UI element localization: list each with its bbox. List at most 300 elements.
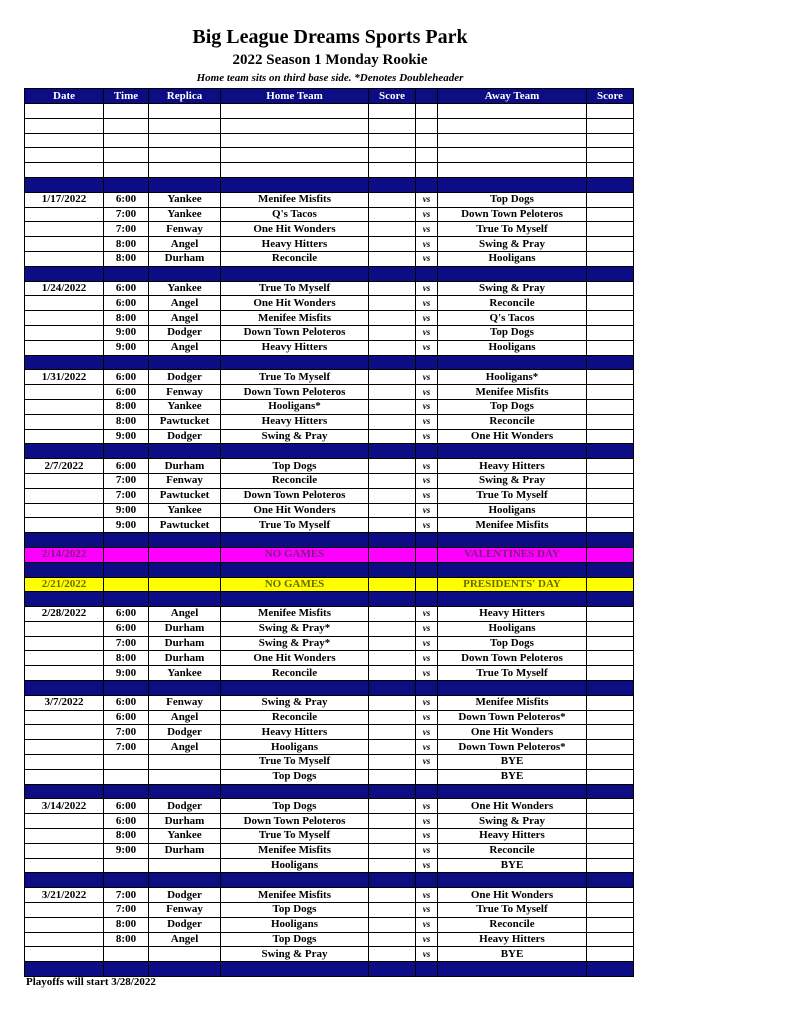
separator-cell	[149, 784, 221, 799]
away-score-cell	[587, 163, 634, 178]
home-score-cell	[369, 547, 416, 562]
away-team-cell: Top Dogs	[438, 399, 587, 414]
separator-cell	[438, 562, 587, 577]
home-score-cell	[369, 385, 416, 400]
vs-cell: vs	[416, 651, 438, 666]
separator-cell	[104, 266, 149, 281]
away-score-cell	[587, 888, 634, 903]
separator-cell	[587, 592, 634, 607]
date-cell	[25, 621, 104, 636]
away-score-cell	[587, 755, 634, 770]
away-score-cell	[587, 636, 634, 651]
game-row	[25, 429, 634, 444]
replica-cell: Angel	[149, 340, 221, 355]
vs-cell: vs	[416, 917, 438, 932]
home-team-cell: Swing & Pray	[221, 429, 369, 444]
date-cell	[25, 829, 104, 844]
date-cell	[25, 769, 104, 784]
game-row	[25, 651, 634, 666]
time-cell: 9:00	[104, 843, 149, 858]
away-score-cell	[587, 710, 634, 725]
separator-cell	[369, 444, 416, 459]
away-score-cell	[587, 340, 634, 355]
away-team-cell: Hooligans	[438, 340, 587, 355]
away-score-cell	[587, 385, 634, 400]
separator-cell	[587, 177, 634, 192]
separator-cell	[25, 962, 104, 977]
home-score-cell	[369, 429, 416, 444]
home-score-cell	[369, 296, 416, 311]
separator-cell	[149, 444, 221, 459]
vs-cell: vs	[416, 947, 438, 962]
time-cell: 6:00	[104, 710, 149, 725]
separator-cell	[369, 681, 416, 696]
separator-cell	[104, 177, 149, 192]
date-cell	[25, 917, 104, 932]
away-score-cell	[587, 325, 634, 340]
separator-cell	[104, 444, 149, 459]
vs-cell: vs	[416, 473, 438, 488]
col-header-away-team: Away Team	[438, 89, 587, 104]
separator-cell	[587, 444, 634, 459]
separator-cell	[149, 355, 221, 370]
home-score-cell	[369, 651, 416, 666]
home-team-cell: NO GAMES	[221, 577, 369, 592]
separator-cell	[587, 873, 634, 888]
replica-cell: Durham	[149, 459, 221, 474]
date-cell: 3/7/2022	[25, 695, 104, 710]
game-row	[25, 769, 634, 784]
time-cell: 6:00	[104, 192, 149, 207]
away-score-cell	[587, 222, 634, 237]
away-team-cell: Reconcile	[438, 414, 587, 429]
away-score-cell	[587, 133, 634, 148]
home-score-cell	[369, 843, 416, 858]
vs-cell: vs	[416, 710, 438, 725]
away-score-cell	[587, 207, 634, 222]
vs-cell: vs	[416, 503, 438, 518]
separator-cell	[438, 444, 587, 459]
away-team-cell: True To Myself	[438, 488, 587, 503]
separator-cell	[25, 562, 104, 577]
home-team-cell: One Hit Wonders	[221, 222, 369, 237]
separator-row	[25, 177, 634, 192]
separator-cell	[149, 533, 221, 548]
home-score-cell	[369, 207, 416, 222]
vs-cell: vs	[416, 695, 438, 710]
away-score-cell	[587, 148, 634, 163]
home-score-cell	[369, 917, 416, 932]
vs-cell: vs	[416, 281, 438, 296]
separator-cell	[369, 873, 416, 888]
separator-cell	[221, 266, 369, 281]
home-score-cell	[369, 769, 416, 784]
vs-cell: vs	[416, 829, 438, 844]
separator-row	[25, 562, 634, 577]
away-team-cell: PRESIDENTS' DAY	[438, 577, 587, 592]
separator-cell	[149, 681, 221, 696]
separator-cell	[25, 873, 104, 888]
home-score-cell	[369, 799, 416, 814]
separator-row	[25, 533, 634, 548]
replica-cell: Angel	[149, 237, 221, 252]
time-cell	[104, 947, 149, 962]
vs-cell: vs	[416, 340, 438, 355]
away-team-cell: Down Town Peloteros*	[438, 740, 587, 755]
away-score-cell	[587, 843, 634, 858]
time-cell: 6:00	[104, 621, 149, 636]
game-row	[25, 325, 634, 340]
document-subtitle: 2022 Season 1 Monday Rookie	[232, 52, 428, 68]
time-cell: 9:00	[104, 518, 149, 533]
vs-cell: vs	[416, 740, 438, 755]
separator-row	[25, 873, 634, 888]
replica-cell: Angel	[149, 296, 221, 311]
away-score-cell	[587, 459, 634, 474]
away-score-cell	[587, 370, 634, 385]
separator-cell	[369, 962, 416, 977]
home-score-cell	[369, 740, 416, 755]
date-cell	[25, 148, 104, 163]
separator-cell	[438, 873, 587, 888]
home-team-cell: Menifee Misfits	[221, 888, 369, 903]
separator-cell	[438, 784, 587, 799]
away-score-cell	[587, 814, 634, 829]
home-score-cell	[369, 947, 416, 962]
separator-cell	[149, 592, 221, 607]
separator-cell	[25, 592, 104, 607]
separator-cell	[438, 681, 587, 696]
time-cell: 6:00	[104, 459, 149, 474]
game-row	[25, 488, 634, 503]
game-row	[25, 399, 634, 414]
replica-cell: Yankee	[149, 666, 221, 681]
date-cell	[25, 814, 104, 829]
time-cell: 6:00	[104, 385, 149, 400]
date-cell	[25, 740, 104, 755]
home-score-cell	[369, 636, 416, 651]
date-cell	[25, 222, 104, 237]
date-cell: 2/21/2022	[25, 577, 104, 592]
separator-cell	[149, 266, 221, 281]
vs-cell: vs	[416, 755, 438, 770]
away-team-cell: Hooligans	[438, 251, 587, 266]
separator-row	[25, 355, 634, 370]
game-row	[25, 192, 634, 207]
home-team-cell	[221, 148, 369, 163]
vs-cell: vs	[416, 621, 438, 636]
date-cell	[25, 251, 104, 266]
date-cell	[25, 518, 104, 533]
date-cell	[25, 399, 104, 414]
away-team-cell: Swing & Pray	[438, 281, 587, 296]
time-cell	[104, 148, 149, 163]
time-cell: 7:00	[104, 903, 149, 918]
separator-cell	[438, 355, 587, 370]
home-team-cell: Top Dogs	[221, 932, 369, 947]
date-cell	[25, 710, 104, 725]
vs-cell: vs	[416, 858, 438, 873]
home-team-cell: Down Town Peloteros	[221, 325, 369, 340]
home-team-cell: Swing & Pray*	[221, 636, 369, 651]
home-team-cell: One Hit Wonders	[221, 503, 369, 518]
replica-cell	[149, 133, 221, 148]
game-row	[25, 311, 634, 326]
away-score-cell	[587, 518, 634, 533]
blank-row	[25, 163, 634, 178]
separator-cell	[104, 681, 149, 696]
replica-cell: Fenway	[149, 903, 221, 918]
time-cell	[104, 118, 149, 133]
separator-cell	[416, 873, 438, 888]
document-title: Big League Dreams Sports Park	[192, 26, 468, 48]
replica-cell: Angel	[149, 740, 221, 755]
separator-cell	[104, 784, 149, 799]
date-cell	[25, 385, 104, 400]
date-cell	[25, 755, 104, 770]
home-score-cell	[369, 695, 416, 710]
game-row	[25, 281, 634, 296]
home-team-cell: Menifee Misfits	[221, 192, 369, 207]
time-cell: 7:00	[104, 725, 149, 740]
time-cell	[104, 547, 149, 562]
separator-cell	[416, 444, 438, 459]
time-cell: 8:00	[104, 829, 149, 844]
replica-cell: Pawtucket	[149, 488, 221, 503]
away-score-cell	[587, 917, 634, 932]
game-row	[25, 695, 634, 710]
vs-cell: vs	[416, 370, 438, 385]
col-header-home-team: Home Team	[221, 89, 369, 104]
home-team-cell: True To Myself	[221, 281, 369, 296]
time-cell: 6:00	[104, 799, 149, 814]
replica-cell	[149, 858, 221, 873]
date-cell	[25, 207, 104, 222]
game-row	[25, 621, 634, 636]
separator-cell	[104, 962, 149, 977]
away-team-cell: Heavy Hitters	[438, 932, 587, 947]
separator-cell	[416, 562, 438, 577]
game-row	[25, 607, 634, 622]
replica-cell	[149, 547, 221, 562]
separator-cell	[149, 873, 221, 888]
col-header-replica: Replica	[149, 89, 221, 104]
time-cell	[104, 755, 149, 770]
separator-cell	[438, 533, 587, 548]
away-score-cell	[587, 104, 634, 119]
home-score-cell	[369, 503, 416, 518]
separator-cell	[25, 444, 104, 459]
separator-cell	[587, 962, 634, 977]
vs-cell: vs	[416, 429, 438, 444]
vs-cell: vs	[416, 843, 438, 858]
time-cell	[104, 577, 149, 592]
home-score-cell	[369, 858, 416, 873]
vs-cell: vs	[416, 414, 438, 429]
date-cell	[25, 725, 104, 740]
home-team-cell: Heavy Hitters	[221, 414, 369, 429]
separator-cell	[221, 444, 369, 459]
away-score-cell	[587, 799, 634, 814]
replica-cell: Dodger	[149, 325, 221, 340]
separator-cell	[25, 784, 104, 799]
home-score-cell	[369, 340, 416, 355]
replica-cell: Durham	[149, 636, 221, 651]
home-score-cell	[369, 325, 416, 340]
away-team-cell	[438, 104, 587, 119]
date-cell	[25, 296, 104, 311]
home-score-cell	[369, 888, 416, 903]
home-score-cell	[369, 222, 416, 237]
separator-cell	[369, 266, 416, 281]
time-cell: 8:00	[104, 311, 149, 326]
away-score-cell	[587, 740, 634, 755]
away-team-cell: Reconcile	[438, 296, 587, 311]
separator-cell	[25, 355, 104, 370]
replica-cell: Fenway	[149, 473, 221, 488]
time-cell: 7:00	[104, 488, 149, 503]
vs-cell: vs	[416, 325, 438, 340]
date-cell	[25, 429, 104, 444]
date-cell	[25, 636, 104, 651]
home-score-cell	[369, 148, 416, 163]
separator-cell	[104, 533, 149, 548]
away-score-cell	[587, 414, 634, 429]
replica-cell: Durham	[149, 621, 221, 636]
time-cell	[104, 163, 149, 178]
date-cell: 2/28/2022	[25, 607, 104, 622]
replica-cell	[149, 947, 221, 962]
home-team-cell: Menifee Misfits	[221, 607, 369, 622]
home-score-cell	[369, 903, 416, 918]
game-row	[25, 237, 634, 252]
home-team-cell: Menifee Misfits	[221, 311, 369, 326]
away-team-cell: One Hit Wonders	[438, 799, 587, 814]
home-team-cell: One Hit Wonders	[221, 651, 369, 666]
separator-cell	[369, 592, 416, 607]
vs-cell: vs	[416, 311, 438, 326]
vs-cell: vs	[416, 903, 438, 918]
away-team-cell: Reconcile	[438, 917, 587, 932]
away-team-cell: Menifee Misfits	[438, 385, 587, 400]
home-team-cell: Swing & Pray	[221, 695, 369, 710]
away-score-cell	[587, 118, 634, 133]
replica-cell: Yankee	[149, 399, 221, 414]
home-score-cell	[369, 518, 416, 533]
col-header-time: Time	[104, 89, 149, 104]
home-score-cell	[369, 666, 416, 681]
away-score-cell	[587, 547, 634, 562]
replica-cell: Dodger	[149, 429, 221, 444]
vs-cell: vs	[416, 237, 438, 252]
game-row	[25, 370, 634, 385]
replica-cell: Angel	[149, 710, 221, 725]
time-cell: 6:00	[104, 695, 149, 710]
home-team-cell: Reconcile	[221, 473, 369, 488]
home-team-cell: One Hit Wonders	[221, 296, 369, 311]
date-cell: 3/14/2022	[25, 799, 104, 814]
separator-cell	[221, 177, 369, 192]
home-team-cell	[221, 104, 369, 119]
replica-cell: Yankee	[149, 281, 221, 296]
home-team-cell: True To Myself	[221, 829, 369, 844]
replica-cell: Yankee	[149, 192, 221, 207]
vs-cell: vs	[416, 251, 438, 266]
away-score-cell	[587, 666, 634, 681]
schedule-table	[24, 88, 634, 977]
away-score-cell	[587, 725, 634, 740]
time-cell	[104, 858, 149, 873]
replica-cell: Durham	[149, 251, 221, 266]
home-score-cell	[369, 163, 416, 178]
replica-cell: Fenway	[149, 222, 221, 237]
vs-cell: vs	[416, 814, 438, 829]
home-team-cell	[221, 118, 369, 133]
vs-cell	[416, 577, 438, 592]
game-row	[25, 459, 634, 474]
date-cell	[25, 903, 104, 918]
replica-cell: Dodger	[149, 917, 221, 932]
away-score-cell	[587, 237, 634, 252]
separator-row	[25, 266, 634, 281]
game-row	[25, 755, 634, 770]
separator-cell	[416, 266, 438, 281]
time-cell: 7:00	[104, 473, 149, 488]
separator-cell	[221, 681, 369, 696]
away-score-cell	[587, 695, 634, 710]
vs-cell	[416, 133, 438, 148]
date-cell: 1/24/2022	[25, 281, 104, 296]
separator-row	[25, 681, 634, 696]
separator-cell	[438, 962, 587, 977]
playoffs-note: Playoffs will start 3/28/2022	[26, 976, 156, 988]
separator-cell	[25, 681, 104, 696]
away-score-cell	[587, 858, 634, 873]
replica-cell: Yankee	[149, 829, 221, 844]
col-header-vs	[416, 89, 438, 104]
home-team-cell: True To Myself	[221, 755, 369, 770]
away-score-cell	[587, 251, 634, 266]
away-score-cell	[587, 947, 634, 962]
replica-cell: Angel	[149, 607, 221, 622]
date-cell	[25, 133, 104, 148]
time-cell: 9:00	[104, 340, 149, 355]
home-team-cell: Q's Tacos	[221, 207, 369, 222]
time-cell	[104, 769, 149, 784]
separator-row	[25, 444, 634, 459]
col-header-date: Date	[25, 89, 104, 104]
replica-cell	[149, 104, 221, 119]
home-team-cell: Heavy Hitters	[221, 340, 369, 355]
game-row	[25, 414, 634, 429]
replica-cell: Durham	[149, 651, 221, 666]
home-score-cell	[369, 577, 416, 592]
home-score-cell	[369, 104, 416, 119]
time-cell: 8:00	[104, 414, 149, 429]
replica-cell	[149, 577, 221, 592]
game-row	[25, 814, 634, 829]
date-cell	[25, 488, 104, 503]
blank-row	[25, 118, 634, 133]
separator-row	[25, 962, 634, 977]
home-team-cell: Hooligans	[221, 858, 369, 873]
replica-cell: Dodger	[149, 888, 221, 903]
separator-cell	[369, 533, 416, 548]
game-row	[25, 947, 634, 962]
vs-cell: vs	[416, 518, 438, 533]
home-team-cell: Reconcile	[221, 666, 369, 681]
home-score-cell	[369, 814, 416, 829]
